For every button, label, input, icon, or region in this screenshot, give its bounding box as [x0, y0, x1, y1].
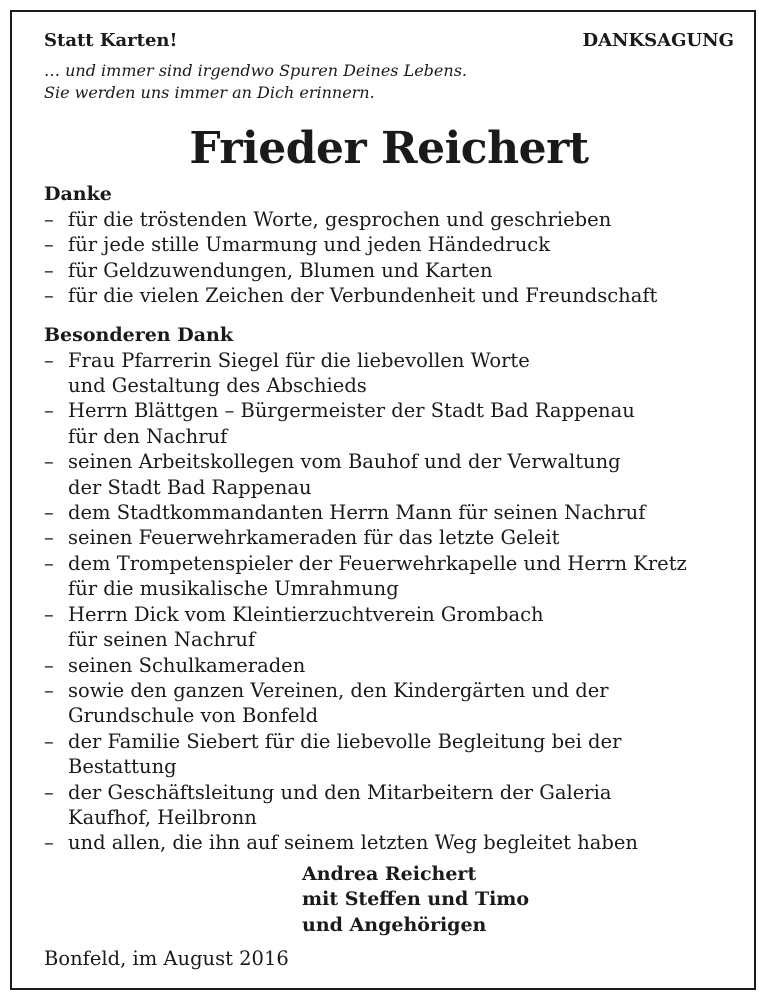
dash-bullet: –: [44, 258, 54, 282]
list-item-text: dem Trompetenspieler der Feuerwehrkapelle und Herrn Kretz: [68, 551, 687, 575]
dash-bullet: –: [44, 208, 54, 231]
list-item: [44, 780, 734, 831]
dash-bullet: –: [44, 450, 54, 474]
header-row: [44, 30, 734, 60]
signature-line: und Angehörigen: [302, 913, 487, 936]
thanks-heading: Danke: [44, 183, 112, 205]
dash-bullet: –: [44, 551, 54, 575]
dash-bullet: –: [44, 501, 54, 525]
list-item-text: für jede stille Umarmung und jeden Händedruck: [68, 233, 551, 257]
dash-bullet: –: [44, 831, 54, 855]
dash-bullet: –: [44, 348, 54, 372]
list-item: [44, 525, 734, 550]
list-item: [44, 258, 734, 283]
motto-line: … und immer sind irgendwo Spuren Deines Lebens.: [44, 61, 467, 80]
list-item: [44, 500, 734, 525]
list-item-text-continued: und Gestaltung des Abschieds: [68, 374, 367, 398]
signature: [302, 862, 734, 939]
list-item: [44, 207, 734, 232]
list-item: [44, 283, 734, 308]
list-item-text: seinen Arbeitskollegen vom Bauhof und der Verwaltung: [68, 450, 621, 474]
dash-bullet: –: [44, 678, 54, 702]
list-item: [44, 729, 734, 780]
header-right-title: DANKSAGUNG: [582, 30, 734, 51]
list-item-text: sowie den ganzen Vereinen, den Kindergärten und der: [68, 678, 609, 702]
special-thanks-heading: Besonderen Dank: [44, 323, 233, 346]
thanks-list: [44, 207, 734, 309]
list-item: [44, 653, 734, 678]
signature-line: Andrea Reichert: [302, 862, 477, 885]
list-item: [44, 232, 734, 257]
list-item: [44, 348, 734, 399]
dash-bullet: –: [44, 653, 54, 677]
signature-line: mit Steffen und Timo: [302, 888, 530, 911]
dash-bullet: –: [44, 780, 54, 804]
list-item-text-continued: für seinen Nachruf: [68, 628, 256, 652]
list-item-text: für die vielen Zeichen der Verbundenheit und Freundschaft: [68, 284, 658, 308]
dash-bullet: –: [44, 526, 54, 550]
place-date: Bonfeld, im August 2016: [44, 947, 289, 971]
list-item-text: Herrn Dick vom Kleintierzuchtverein Grombach: [68, 602, 544, 626]
list-item-text-continued: der Stadt Bad Rappenau: [68, 475, 312, 499]
header-left-label: Statt Karten!: [44, 30, 178, 51]
list-item-text: seinen Schulkameraden: [68, 653, 306, 677]
list-item: [44, 830, 734, 855]
list-item-text-continued: Bestattung: [68, 755, 177, 779]
list-item-text: der Geschäftsleitung und den Mitarbeitern der Galeria: [68, 780, 612, 804]
list-item-text: und allen, die ihn auf seinem letzten Weg begleitet haben: [68, 831, 638, 855]
list-item-text-continued: für den Nachruf: [68, 424, 228, 448]
deceased-name: Frieder Reichert: [189, 123, 589, 174]
list-item: [44, 449, 734, 500]
list-item-text: der Familie Siebert für die liebevolle Begleitung bei der: [68, 729, 622, 753]
list-item-text-continued: für die musikalische Umrahmung: [68, 577, 399, 601]
list-item-text: für die tröstenden Worte, gesprochen und geschrieben: [68, 208, 612, 231]
list-item-text: für Geldzuwendungen, Blumen und Karten: [68, 258, 493, 282]
motto: [44, 60, 734, 104]
dash-bullet: –: [44, 399, 54, 423]
dash-bullet: –: [44, 233, 54, 257]
dash-bullet: –: [44, 284, 54, 308]
list-item-text: Herrn Blättgen – Bürgermeister der Stadt Bad Rappenau: [68, 399, 635, 423]
list-item-text-continued: Kaufhof, Heilbronn: [68, 805, 257, 829]
list-item: [44, 602, 734, 653]
death-notice: [44, 30, 734, 971]
list-item-text: seinen Feuerwehrkameraden für das letzte Geleit: [68, 526, 560, 550]
dash-bullet: –: [44, 602, 54, 626]
list-item-text-continued: Grundschule von Bonfeld: [68, 704, 319, 728]
special-thanks-list: [44, 348, 734, 856]
list-item-text: dem Stadtkommandanten Herrn Mann für seinen Nachruf: [68, 501, 646, 525]
list-item: [44, 678, 734, 729]
list-item-text: Frau Pfarrerin Siegel für die liebevollen Worte: [68, 348, 530, 372]
dash-bullet: –: [44, 729, 54, 753]
motto-line: Sie werden uns immer an Dich erinnern.: [44, 83, 375, 102]
list-item: [44, 551, 734, 602]
list-item: [44, 398, 734, 449]
